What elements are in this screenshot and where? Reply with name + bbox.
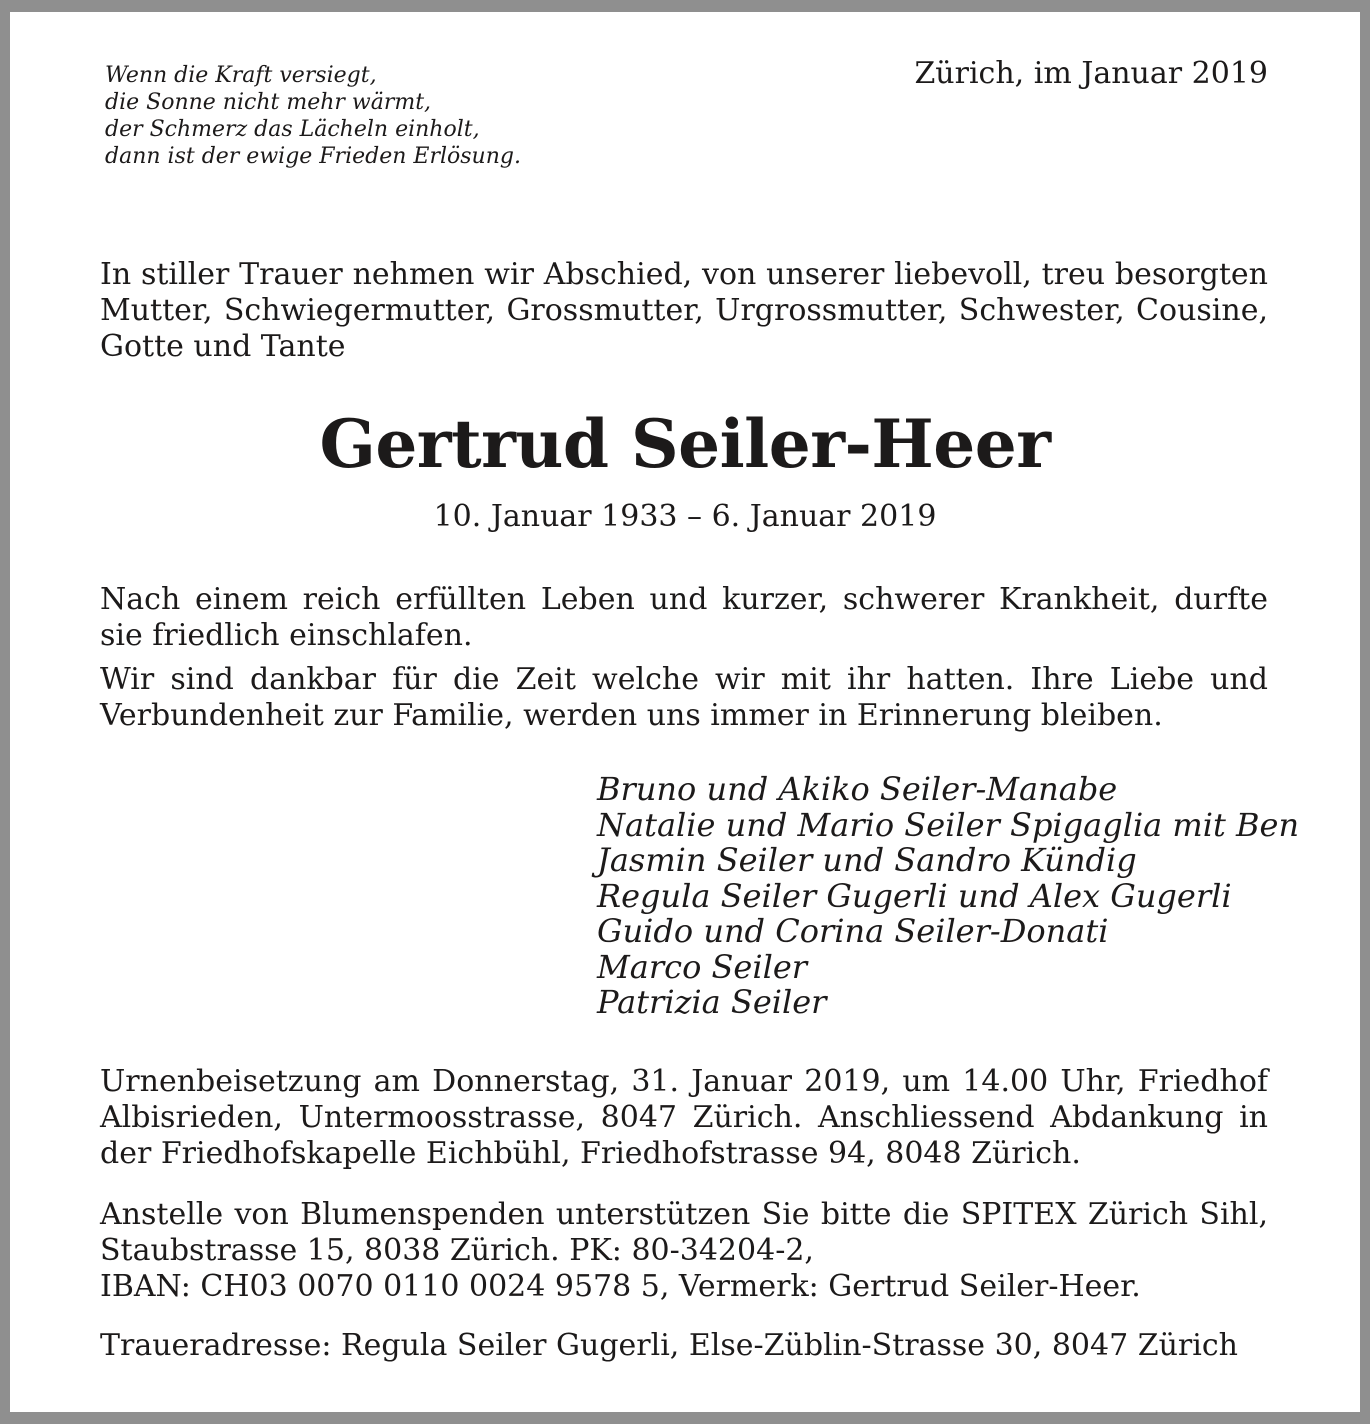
paragraph-passing: Nach einem reich erfüllten Leben und kurzer, schwerer Krankheit, durfte sie friedlich einschlafen.: [100, 582, 1268, 653]
intro-text: In stiller Trauer nehmen wir Abschied, von unserer liebevoll, treu besorgten Mutter, Schwiegermutter, Grossmutter, Urgrossmutter, Schwester, Cousine, Gotte und Tante: [100, 257, 1268, 364]
poem-line: dann ist der ewige Frieden Erlösung.: [105, 144, 521, 169]
obituary-notice: [10, 12, 1360, 1412]
paragraph-gratitude: Wir sind dankbar für die Zeit welche wir mit ihr hatten. Ihre Liebe und Verbundenheit zur Familie, werden uns immer in Erinnerung bleiben.: [100, 662, 1268, 733]
poem-line: die Sonne nicht mehr wärmt,: [105, 90, 432, 115]
mourner-name: Natalie und Mario Seiler Spigaglia mit Ben: [597, 805, 1300, 844]
mourning-address: Traueradresse: Regula Seiler Gugerli, Else-Züblin-Strasse 30, 8047 Zürich: [100, 1328, 1238, 1363]
life-dates: 10. Januar 1933 – 6. Januar 2019: [433, 499, 937, 534]
donation-info: [100, 1197, 1268, 1305]
mourner-name: Marco Seiler: [597, 947, 808, 986]
place-date: Zürich, im Januar 2019: [914, 56, 1268, 91]
poem: [105, 62, 665, 170]
mourner-name: Guido und Corina Seiler-Donati: [597, 912, 1109, 950]
mourner-name: Jasmin Seiler und Sandro Kündig: [597, 841, 1137, 879]
poem-line: der Schmerz das Lächeln einholt,: [105, 117, 480, 142]
mourner-name: Patrizia Seiler: [597, 983, 827, 1021]
donation-iban: IBAN: CH03 0070 0110 0024 9578 5, Vermerk: Gertrud Seiler-Heer.: [100, 1269, 1141, 1304]
mourner-name: Regula Seiler Gugerli und Alex Gugerli: [597, 876, 1232, 915]
burial-info: Urnenbeisetzung am Donnerstag, 31. Januar 2019, um 14.00 Uhr, Friedhof Albisrieden, Untermoosstrasse, 8047 Zürich. Anschliessend Abdankung in der Friedhofskapelle Eichbühl, Friedhofstrasse 94, 8048 Zürich.: [100, 1064, 1268, 1171]
deceased-name: Gertrud Seiler-Heer: [319, 405, 1051, 483]
mourner-name: Bruno und Akiko Seiler-Manabe: [597, 770, 1118, 808]
poem-line: Wenn die Kraft versiegt,: [105, 63, 377, 88]
donation-text: Anstelle von Blumenspenden unterstützen Sie bitte die SPITEX Zürich Sihl, Staubstrasse 15, 8038 Zürich. PK: 80-34204-2,: [100, 1197, 1268, 1268]
mourners-list: [597, 770, 1300, 1021]
